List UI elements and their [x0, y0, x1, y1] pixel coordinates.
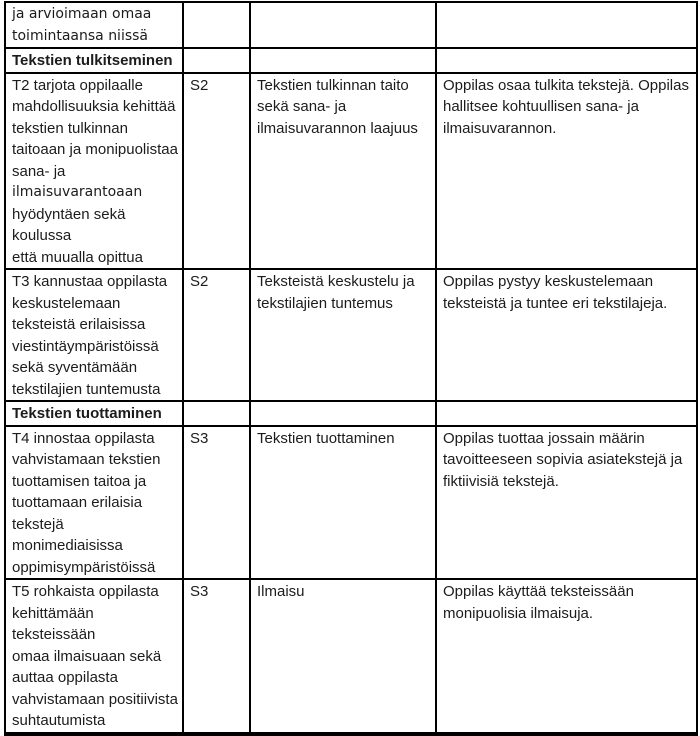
evaluation-target-cell: [250, 48, 436, 73]
objective-text: T4 innostaa oppilasta vahvistamaan tekstien tuottamisen taitoa ja tuottamaan erilaisia tekstejä monimediaisissa oppimisympäristöissä: [12, 429, 161, 576]
evaluation-target-text: Teksteistä keskustelu ja tekstilajien tuntemus: [257, 273, 415, 312]
table-row-t2: [5, 73, 697, 270]
evaluation-target-text: Ilmaisu: [257, 583, 305, 600]
objective-cell: [5, 269, 183, 401]
criteria-text: Oppilas käyttää teksteissään monipuolisia ilmaisuja.: [443, 583, 634, 622]
objective-text: hyödyntäen sekä koulussa että muualla opittua: [12, 205, 143, 266]
content-area-cell: S3: [183, 579, 250, 734]
criteria-text: Oppilas osaa tulkita tekstejä. Oppilas hallitsee kohtuullisen sana- ja ilmaisuvarannon.: [443, 76, 689, 137]
evaluation-target-cell: [250, 426, 436, 580]
criteria-cell: [436, 73, 697, 270]
criteria-cell: [436, 2, 697, 48]
objective-text: T2 tarjota oppilaalle mahdollisuuksia kehittää tekstien tulkinnan taitoaan ja monipuolistaa sana- ja: [12, 76, 178, 180]
section-title: Tekstien tuottaminen: [5, 401, 183, 426]
content-area-cell: S2: [183, 269, 250, 401]
objective-cell: [5, 579, 183, 734]
objective-cell: [5, 426, 183, 580]
objective-text: ja arvioimaan omaa toimintaansa niissä: [12, 6, 152, 44]
section-row-tulkitseminen: [5, 48, 697, 73]
content-area-cell: S2: [183, 73, 250, 270]
table-row-t5: [5, 579, 697, 734]
objective-cell: [5, 2, 183, 48]
objective-text: T5 rohkaista oppilasta kehittämään teksteissään omaa ilmaisuaan sekä auttaa oppilasta vahvistamaan positiivista suhtautumista: [12, 583, 178, 729]
curriculum-assessment-table: [4, 1, 698, 736]
evaluation-target-text: Tekstien tulkinnan taito sekä sana- ja ilmaisuvarannon laajuus: [257, 76, 418, 137]
evaluation-target-cell: [250, 2, 436, 48]
criteria-text: Oppilas pystyy keskustelemaan teksteistä ja tuntee eri tekstilajeja.: [443, 273, 668, 312]
criteria-text: Oppilas tuottaa jossain määrin tavoitteeseen sopivia asiatekstejä ja fiktiivisiä tekstejä.: [443, 429, 683, 490]
content-area-cell: [183, 48, 250, 73]
evaluation-target-text: Tekstien tuottaminen: [257, 429, 395, 447]
evaluation-target-cell: [250, 269, 436, 401]
objective-text-alt-font: ilmaisuvarantoaan: [12, 184, 143, 200]
section-title: Tekstien tulkitseminen: [5, 48, 183, 73]
evaluation-target-cell: [250, 401, 436, 426]
criteria-cell: [436, 426, 697, 580]
table-row-continuation: [5, 2, 697, 48]
objective-text: T3 kannustaa oppilasta keskustelemaan teksteistä erilaisissa viestintäympäristöissä sekä syventämään tekstilajien tuntemusta: [12, 273, 168, 398]
criteria-cell: [436, 579, 697, 734]
evaluation-target-cell: [250, 579, 436, 734]
criteria-cell: [436, 401, 697, 426]
table-row-t4: [5, 426, 697, 580]
table-row-t3: [5, 269, 697, 401]
content-area-cell: S3: [183, 426, 250, 580]
section-row-tuottaminen: [5, 401, 697, 426]
criteria-cell: [436, 48, 697, 73]
objective-cell: [5, 73, 183, 270]
content-area-cell: [183, 401, 250, 426]
evaluation-target-cell: [250, 73, 436, 270]
criteria-cell: [436, 269, 697, 401]
content-area-cell: [183, 2, 250, 48]
